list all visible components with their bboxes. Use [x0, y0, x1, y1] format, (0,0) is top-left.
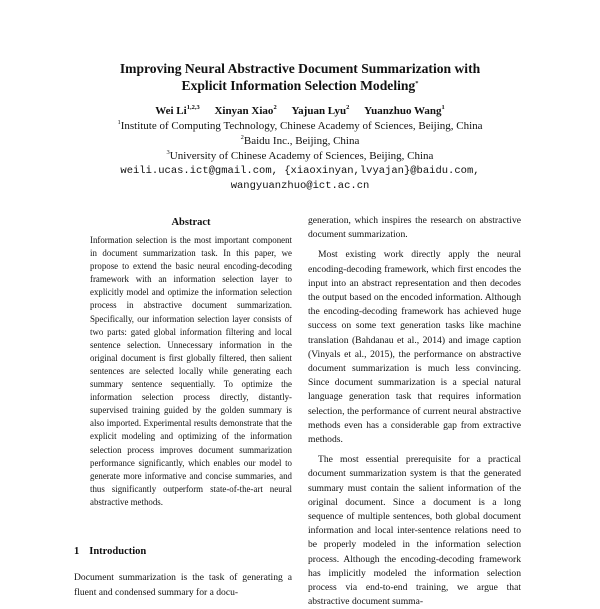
author: Yajuan Lyu$^2$: [291, 104, 350, 117]
section-number: 1: [74, 546, 80, 557]
introduction-heading: [74, 546, 146, 557]
paragraph: Most existing work directly apply the neural encoding-decoding framework, which first encodes the input into an abstract representation and then decodes the output based on the encoded information. Although the encoding-decoding framework has achieved huge success on some text generation tasks like machine translation (Bahdanau et al., 2014) and image caption (Vinyals et al., 2015), the performance on abstractive document summarization is much less convincing. Since document summarization is a special natural language generation task that requires information selection, the performance of current neural abstractive methods even has a considerable gap from extractive methods.: [308, 249, 521, 446]
author: Yuanzhuo Wang$^1$: [364, 104, 445, 117]
author: Xinyan Xiao$^2$: [214, 104, 277, 117]
affiliation: $^3$University of Chinese Academy of Sciences, Beijing, China: [166, 149, 434, 162]
title-footnote-mark: *: [415, 80, 419, 87]
abstract-section: [90, 216, 292, 509]
paragraph: The most essential prerequisite for a practical document summarization system is that the generated summary must contain the salient information of the original document. Since a document is a long sequence of multiple sentences, both global document information and local inter-sentence relations need to be properly modeled in the information selection process. Although the encoding-decoding framework has implicitly modeled the information selection process via end-to-end training, we argue that abstractive document summa-: [308, 454, 521, 608]
author-emails-line-2: wangyuanzhuo@ict.ac.cn: [230, 180, 370, 192]
abstract-heading: Abstract: [171, 217, 211, 228]
title-line-2: Explicit Information Selection Modeling*: [181, 78, 419, 93]
author: Wei Li$^{1,2,3}$: [155, 104, 200, 117]
author-emails-line-1: weili.ucas.ict@gmail.com, {xiaoxinyan,lvyajan}@baidu.com,: [120, 165, 480, 177]
title-line-1: Improving Neural Abstractive Document Summarization with: [119, 61, 481, 76]
affiliation: $^2$Baidu Inc., Beijing, China: [240, 134, 360, 147]
introduction-text: Document summarization is the task of generating a fluent and condensed summary for a docu-: [74, 572, 292, 598]
abstract-text: Information selection is the most important component in document summarization task. In this paper, we propose to extend the basic neural encoding-decoding framework with an information selection layer to explicitly model and optimize the information selection process in abstractive document summarization. Specifically, our information selection layer consists of two parts: gated global information filtering and local sentence selection. Unnecessary information in the original document is first globally filtered, then salient sentences are selected locally while generating each summary sentence sequentially. To optimize the information selection process directly, distantly-supervised training guided by the golden summary is also imported. Experimental results demonstrate that the explicit modeling and optimizing of the information selection process improves document summarization performance significantly, which enables our model to generate more informative and concise summaries, and thus significantly outperform state-of-the-art neural abstractive methods.: [90, 235, 292, 507]
author-block: [40, 104, 560, 194]
right-column: [308, 214, 521, 609]
paragraph: generation, which inspires the research on abstractive document summarization.: [308, 215, 521, 241]
affiliation: $^1$Institute of Computing Technology, Chinese Academy of Sciences, Beijing, China: [117, 119, 483, 132]
section-title: Introduction: [89, 546, 147, 557]
paper-title: [40, 60, 560, 94]
author-names: [40, 104, 560, 119]
